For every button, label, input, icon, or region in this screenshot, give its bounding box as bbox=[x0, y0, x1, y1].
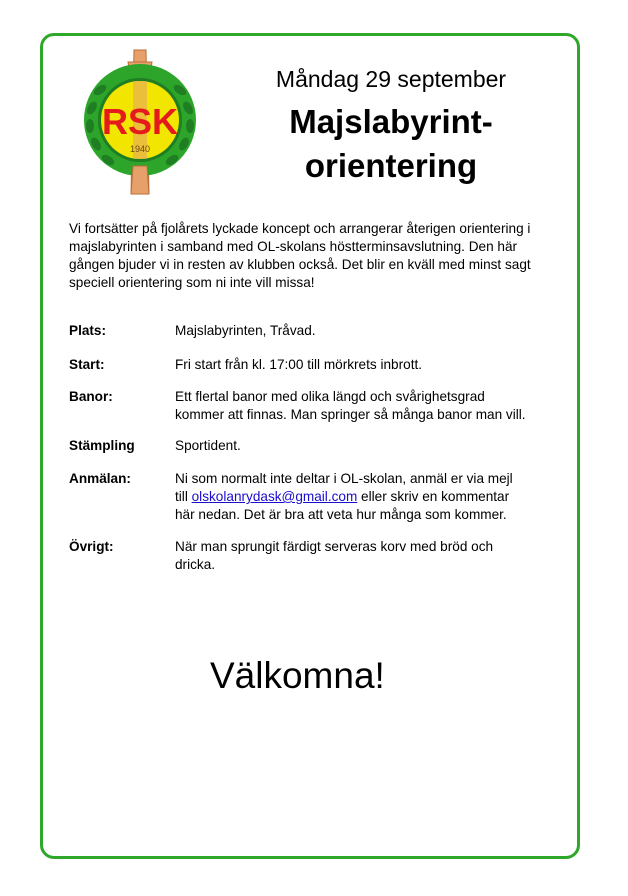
logo-letters: RSK bbox=[101, 101, 179, 142]
page-title bbox=[232, 100, 550, 188]
welcome-text: Välkomna! bbox=[210, 655, 385, 696]
detail-value-line: Ett flertal banor med olika längd och svårighetsgrad bbox=[175, 389, 485, 404]
detail-value-line: Ni som normalt inte deltar i OL-skolan, anmäl er via mejl bbox=[175, 471, 513, 486]
detail-label: Stämpling bbox=[69, 438, 135, 453]
logo-year: 1940 bbox=[129, 144, 151, 154]
detail-value bbox=[175, 470, 555, 524]
intro-paragraph: Vi fortsätter på fjolårets lyckade koncept och arrangerar återigen orientering i majslabyrinten i samband med OL-skolans höstterminsavslutning. Den här gången bjuder vi in resten av klubben också. Det blir en kväll med minst sagt speciell orientering som ni inte vill missa! bbox=[69, 221, 531, 290]
title-line-1: Majslabyrint- bbox=[289, 103, 493, 140]
detail-label: Övrigt: bbox=[69, 539, 114, 554]
detail-value-line: här nedan. Det är bra att veta hur många som kommer. bbox=[175, 507, 507, 522]
detail-value: Fri start från kl. 17:00 till mörkrets inbrott. bbox=[175, 357, 423, 372]
detail-value bbox=[175, 388, 555, 424]
title-line-2: orientering bbox=[304, 147, 478, 184]
email-link[interactable]: olskolanrydask@gmail.com bbox=[191, 489, 358, 504]
detail-value: Sportident. bbox=[175, 438, 241, 453]
detail-label: Banor: bbox=[69, 389, 113, 404]
detail-label: Start: bbox=[69, 357, 105, 372]
detail-value: Majslabyrinten, Tråvad. bbox=[175, 323, 316, 338]
detail-value-line: dricka. bbox=[175, 557, 216, 572]
detail-text: eller skriv en kommentar bbox=[357, 489, 510, 504]
detail-value-line: När man sprungit färdigt serveras korv med bröd och bbox=[175, 539, 494, 554]
detail-text: till bbox=[175, 489, 192, 504]
club-logo bbox=[78, 48, 202, 196]
detail-value bbox=[175, 538, 555, 574]
detail-value-line: kommer att finnas. Man springer så många banor man vill. bbox=[175, 407, 526, 422]
detail-label: Anmälan: bbox=[69, 471, 131, 486]
event-date: Måndag 29 september bbox=[275, 66, 507, 92]
detail-value-line bbox=[175, 488, 555, 506]
detail-label: Plats: bbox=[69, 323, 107, 338]
